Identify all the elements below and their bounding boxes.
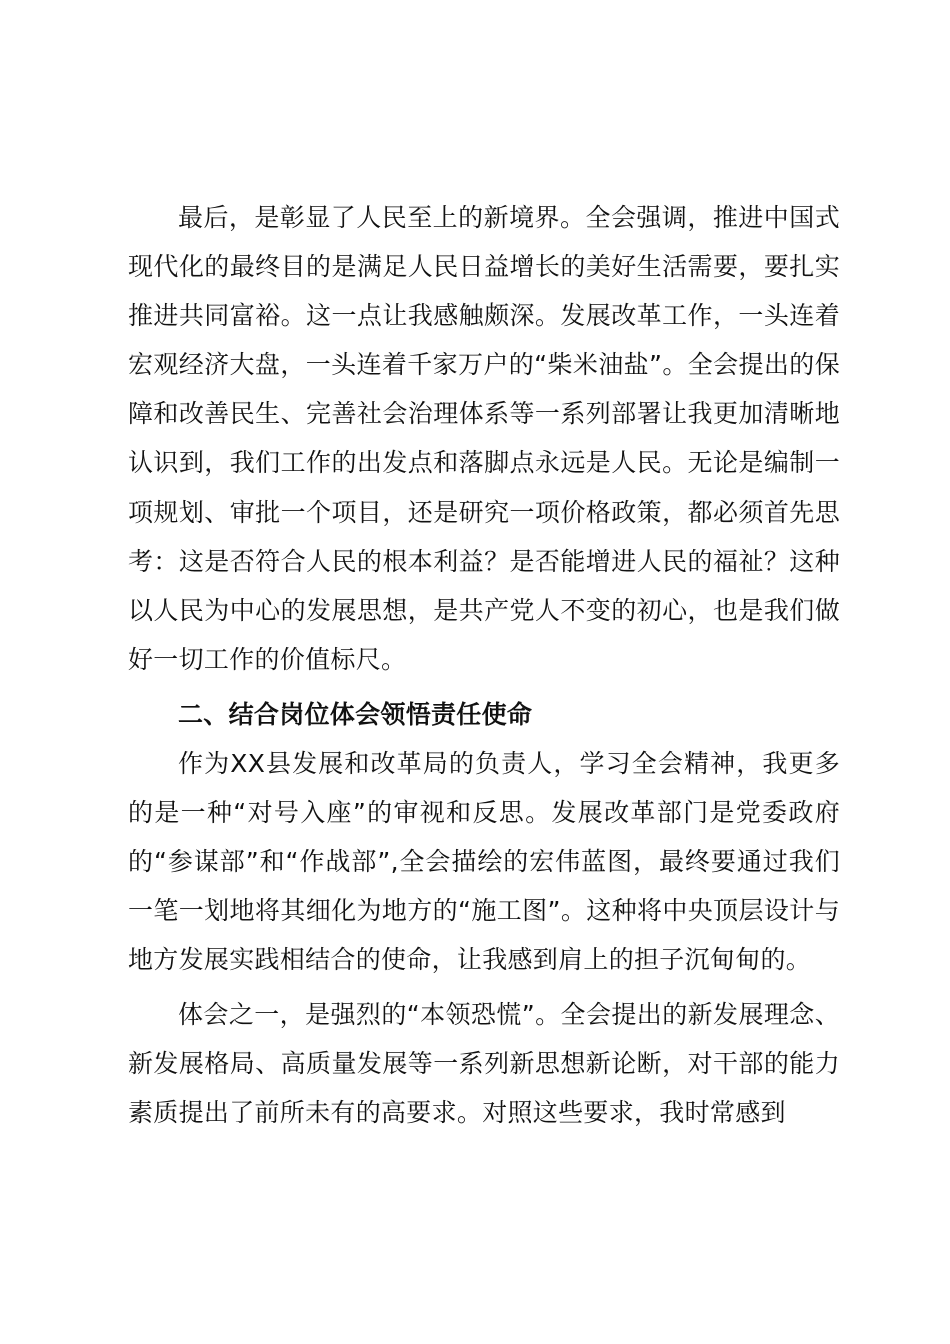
- paragraph-role-reflection: 作为XX县发展和改革局的负责人，学习全会精神，我更多的是一种“对号入座”的审视和反思。发展改革部门是党委政府的“参谋部”和“作战部”,全会描绘的宏伟蓝图，最终要通过我们一笔一划地将其细化为地方的“施工图”。这种将中央顶层设计与地方发展实践相结合的使命，让我感到肩上的担子沉甸甸的。: [128, 749, 840, 975]
- paragraph-people-first: 最后，是彰显了人民至上的新境界。全会强调，推进中国式现代化的最终目的是满足人民日益增长的美好生活需要，要扎实推进共同富裕。这一点让我感触颇深。发展改革工作，一头连着宏观经济大盘，一头连着千家万户的“柴米油盐”。全会提出的保障和改善民生、完善社会治理体系等一系列部署让我更加清晰地认识到，我们工作的出发点和落脚点永远是人民。无论是编制一项规划、审批一个项目，还是研究一项价格政策，都必须首先思考：这是否符合人民的根本利益？是否能增进人民的福祉？这种以人民为中心的发展思想，是共产党人不变的初心，也是我们做好一切工作的价值标尺。: [128, 203, 840, 674]
- document-body: [128, 193, 840, 1137]
- section-heading: 二、结合岗位体会领悟责任使命: [178, 699, 533, 729]
- paragraph-skill-anxiety: 体会之一，是强烈的“本领恐慌”。全会提出的新发展理念、新发展格局、高质量发展等一系列新思想新论断，对干部的能力素质提出了前所未有的高要求。对照这些要求，我时常感到: [128, 999, 840, 1127]
